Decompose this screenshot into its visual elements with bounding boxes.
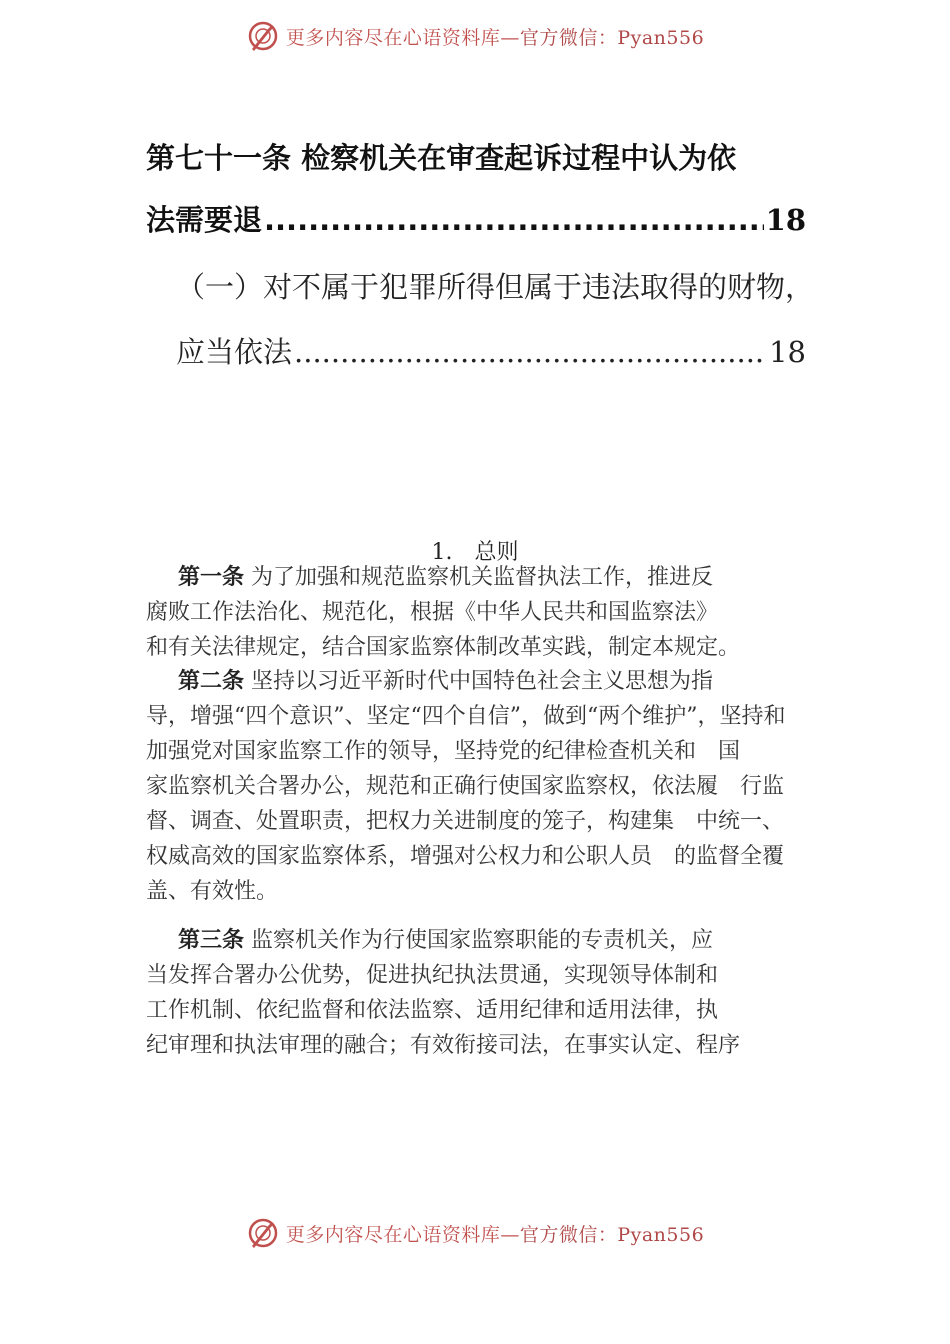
article-label: 第二条	[178, 669, 245, 694]
toc-entry-2-line1[interactable]: （一）对不属于犯罪所得但属于违法取得的财物，	[176, 270, 815, 304]
section-title: 1. 总则	[431, 540, 519, 565]
article-2-line-1: 第二条 坚持以习近平新时代中国特色社会主义思想为指	[178, 669, 714, 694]
toc-entry-1-title-end: 法需要退	[146, 203, 263, 237]
article-label: 第三条	[178, 928, 245, 953]
header-watermark	[0, 16, 950, 56]
article-1-line-3: 和有关法律规定，结合国家监察体制改革实践，制定本规定。	[146, 635, 741, 660]
article-2-line-2: 导，增强“四个意识”、坚定“四个自信”，做到“两个维护”，坚持和	[146, 704, 786, 729]
footer-watermark	[0, 1213, 950, 1253]
article-2-line-4: 家监察机关合署办公，规范和正确行使国家监察权，依法履 行监	[146, 774, 785, 799]
article-1-line-2: 腐败工作法治化、规范化，根据《中华人民共和国监察法》	[146, 600, 719, 625]
article-1	[146, 560, 826, 665]
toc-entry-1-line2[interactable]	[146, 198, 806, 239]
toc-entry-1-page: 18	[765, 203, 806, 237]
article-2-line-5: 督、调查、处置职责，把权力关进制度的笼子，构建集 中统一、	[146, 809, 785, 834]
article-label: 第一条	[178, 565, 245, 590]
watermark-text: 更多内容尽在心语资料库—官方微信：Pyan556	[285, 1223, 705, 1246]
toc-entry-2-title-end: 应当依法	[176, 335, 293, 369]
toc-entry-2-line2[interactable]	[176, 330, 806, 371]
article-3-line-2: 当发挥合署办公优势，促进执纪执法贯通，实现领导体制和	[146, 963, 719, 988]
toc-leader-dots	[294, 335, 767, 369]
toc-leader-dots	[264, 203, 764, 237]
toc-entry-1-line1[interactable]: 第七十一条 检察机关在审查起诉过程中认为依	[146, 141, 737, 175]
article-2-line-6: 权威高效的国家监察体系，增强对公权力和公职人员 的监督全覆	[146, 844, 785, 869]
article-3-line-4: 纪审理和执法审理的融合；有效衔接司法，在事实认定、程序	[146, 1033, 741, 1058]
article-3	[146, 923, 826, 1063]
toc-entry-2-page: 18	[769, 335, 806, 369]
article-2-line-7: 盖、有效性。	[146, 879, 279, 904]
article-2	[146, 664, 826, 909]
article-3-line-1: 第三条 监察机关作为行使国家监察职能的专责机关，应	[178, 928, 714, 953]
article-3-line-3: 工作机制、依纪监督和依法监察、适用纪律和适用法律，执	[146, 998, 719, 1023]
article-2-line-3: 加强党对国家监察工作的领导，坚持党的纪律检查机关和 国	[146, 739, 741, 764]
pen-circle-logo-icon	[246, 19, 280, 53]
watermark-text: 更多内容尽在心语资料库—官方微信：Pyan556	[285, 26, 705, 49]
pen-circle-logo-icon	[246, 1216, 280, 1250]
article-1-line-1: 第一条 为了加强和规范监察机关监督执法工作，推进反	[178, 565, 714, 590]
